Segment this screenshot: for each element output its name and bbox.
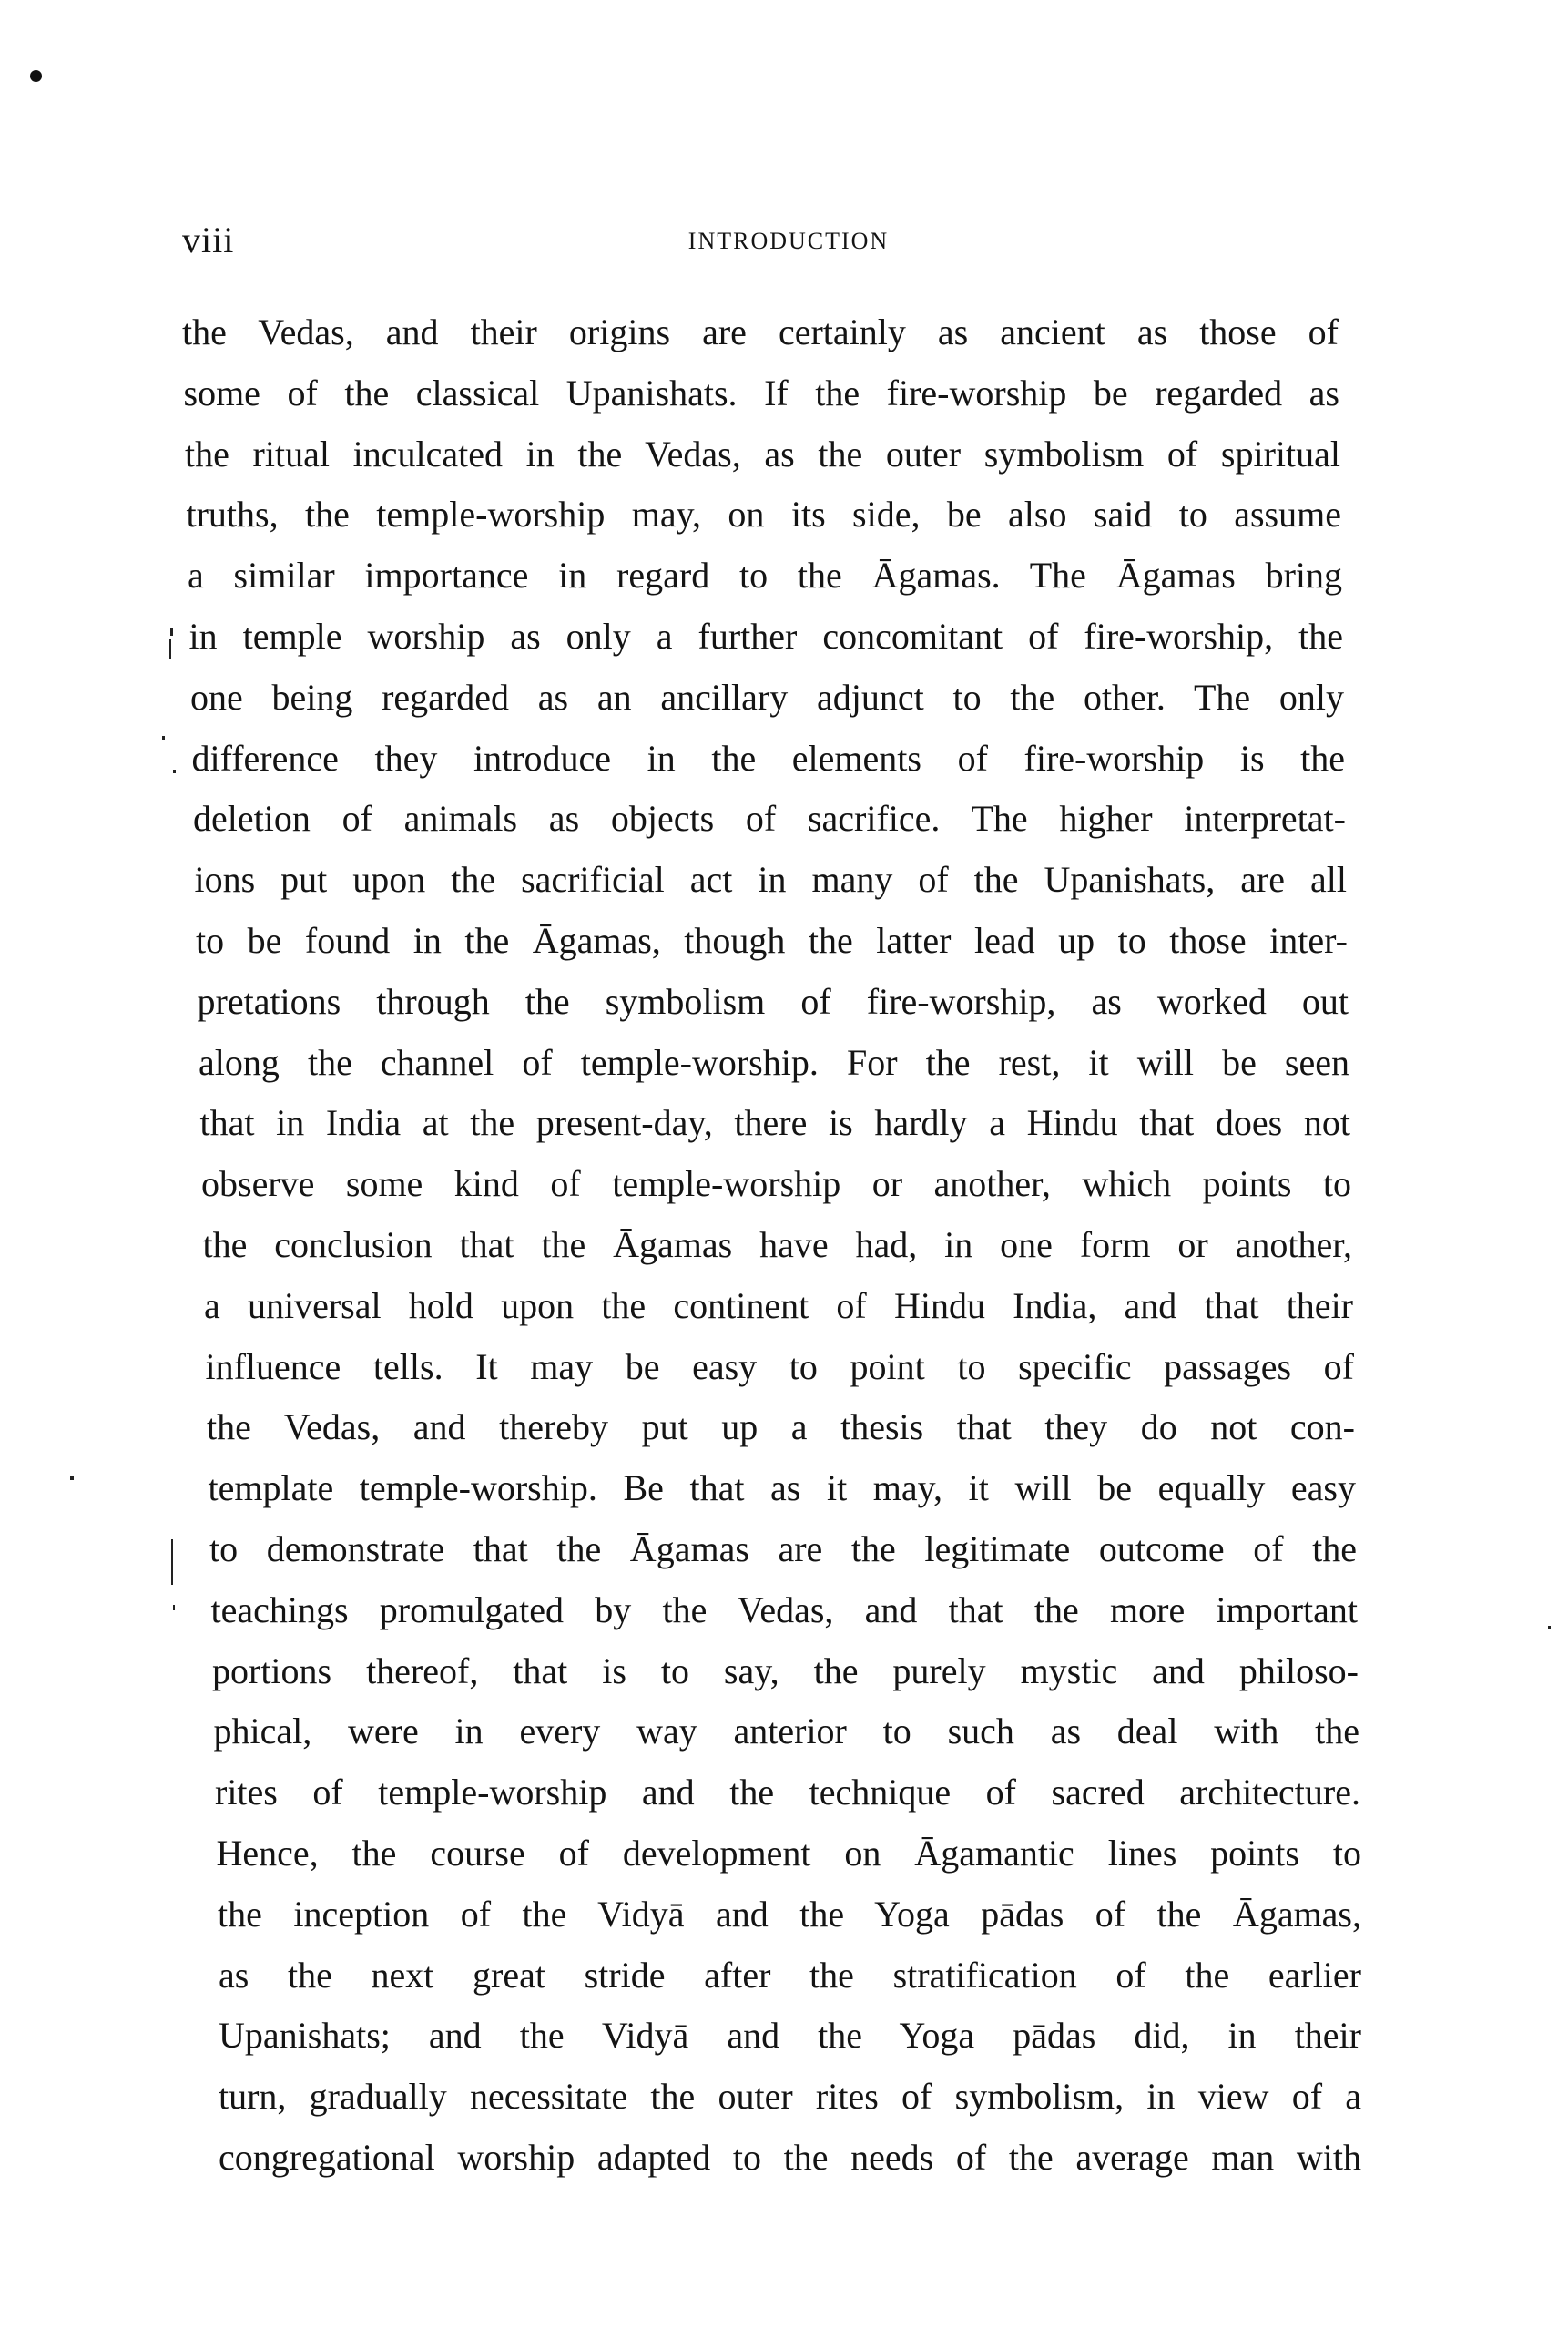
text-line: as the next great stride after the stratification of the earlier (219, 1954, 1361, 1996)
text-line: the ritual inculcated in the Vedas, as the outer symbolism of spiritual (185, 433, 1340, 475)
text-line: the Vedas, and their origins are certainly as ancient as those of (182, 311, 1339, 352)
margin-mark (171, 1539, 173, 1585)
text-line: truths, the temple-worship may, on its side, be also said to assume (186, 494, 1341, 536)
text-line: in temple worship as only a further concomitant of fire-worship, the (188, 616, 1343, 657)
text-line: portions thereof, that is to say, the purely mystic and philoso- (212, 1649, 1359, 1691)
text-line: along the channel of temple-worship. For the rest, it will be seen (199, 1041, 1349, 1083)
text-line: Upanishats; and the Vidyā and the Yoga pādas did, in their (219, 2015, 1361, 2057)
text-line: influence tells. It may be easy to point to specific passages of (205, 1345, 1354, 1387)
text-line: phical, were in every way anterior to such as deal with the (213, 1711, 1359, 1752)
margin-mark (1548, 1626, 1551, 1629)
text-line: turn, gradually necessitate the outer rites of symbolism, in view of a (219, 2076, 1361, 2118)
text-line: teachings promulgated by the Vedas, and that the more important (210, 1588, 1358, 1630)
text-line: observe some kind of temple-worship or another, which points to (201, 1163, 1351, 1205)
text-line: a universal hold upon the continent of Hindu India, and that their (204, 1284, 1353, 1326)
text-line: the inception of the Vidyā and the Yoga pādas of the Āgamas, (218, 1893, 1361, 1935)
margin-mark (173, 1605, 175, 1610)
running-head: INTRODUCTION (687, 228, 890, 254)
margin-mark (173, 770, 176, 773)
margin-mark (170, 628, 173, 636)
text-line: ions put upon the sacrificial act in many of the Upanishats, are all (194, 859, 1347, 901)
text-line: template temple-worship. Be that as it may, it will be equally easy (208, 1467, 1356, 1509)
text-line: pretations through the symbolism of fire-worship, as worked out (197, 980, 1349, 1022)
page-number: viii (182, 220, 235, 260)
text-line: deletion of animals as objects of sacrifice. The higher interpretat- (193, 798, 1346, 840)
text-line: Hence, the course of development on Āgamantic lines points to (216, 1833, 1361, 1874)
scan-dot-mark (30, 70, 42, 82)
text-line: to demonstrate that the Āgamas are the legitimate outcome of the (209, 1528, 1357, 1569)
text-line: the Vedas, and thereby put up a thesis that they do not con- (207, 1406, 1355, 1448)
text-line: congregational worship adapted to the needs of the average man with (219, 2137, 1361, 2178)
text-line: to be found in the Āgamas, though the latter lead up to those inter- (196, 920, 1348, 961)
text-line: that in India at the present-day, there is hardly a Hindu that does not (199, 1102, 1350, 1144)
text-line: a similar importance in regard to the Āgamas. The Āgamas bring (188, 555, 1342, 597)
text-line: one being regarded as an ancillary adjunct to the other. The only (190, 676, 1344, 718)
margin-mark (162, 736, 165, 740)
text-line: some of the classical Upanishats. If the fire-worship be regarded as (183, 372, 1339, 414)
text-line: difference they introduce in the elements of fire-worship is the (191, 737, 1345, 779)
text-line: the conclusion that the Āgamas have had, in one form or another, (202, 1224, 1352, 1265)
margin-mark (70, 1476, 74, 1480)
text-line: rites of temple-worship and the technique of sacred architecture. (215, 1772, 1360, 1813)
margin-mark (169, 639, 171, 659)
